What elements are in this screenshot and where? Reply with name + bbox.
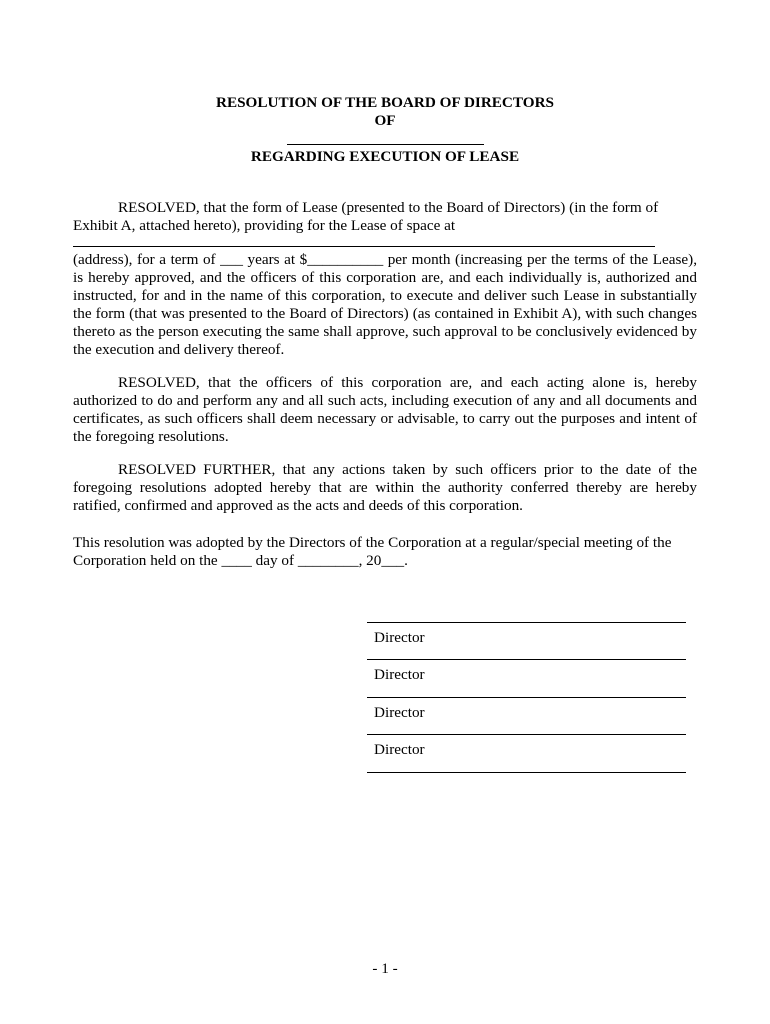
page-number: - 1 - <box>372 960 398 977</box>
paragraph-text: RESOLVED, that the form of Lease (presented to the Board of Directors) (in the form of Exhibit A, attached hereto), providing for the Lease of space at <box>73 199 659 234</box>
signature-row <box>367 623 686 659</box>
paragraph-text: RESOLVED FURTHER, that any actions taken by such officers prior to the date of the foregoing resolutions adopted hereby that are within the authority conferred thereby are hereby ratified, confirmed and approved as the acts and deeds of this corporation. <box>73 461 697 514</box>
paragraph-resolved-further <box>73 461 697 515</box>
company-name-blank <box>287 144 484 145</box>
signature-block <box>367 603 686 773</box>
signature-line <box>367 772 686 773</box>
director-label: Director <box>374 703 425 721</box>
paragraph-resolved-lease-terms: (address), for a term of ___ years at $__________ per month (increasing per the terms of the Lease), is hereby approved, and the officers of this corporation are, and each individually is, authorized and instructed, for and in the name of this corporation, to execute and deliver such Lease in substantially the form (that was presented to the Board of Directors) (as contained in Exhibit A), with such changes thereto as the person executing the same shall approve, such approval to be conclusively evidenced by the execution and delivery thereof. <box>73 251 697 358</box>
paragraph-text: RESOLVED, that the officers of this corporation are, and each acting alone is, hereby authorized to do and perform any and all such acts, including execution of any and all documents and certificates, as such officers shall deem necessary or advisable, to carry out the purposes and intent of the foregoing resolutions. <box>73 374 697 445</box>
paragraph-adoption: This resolution was adopted by the Directors of the Corporation at a regular/special meeting of the Corporation held on the ____ day of ________, 20___. <box>73 534 672 569</box>
director-label: Director <box>374 629 425 646</box>
title-resolution: RESOLUTION OF THE BOARD OF DIRECTORS <box>216 94 554 111</box>
signature-row <box>367 735 686 771</box>
director-label: Director <box>374 741 425 759</box>
title-regarding-lease: REGARDING EXECUTION OF LEASE <box>250 148 520 165</box>
paragraph-resolved-lease-form <box>73 199 697 235</box>
paragraph-resolved-officers <box>73 374 697 446</box>
signature-row <box>367 698 686 734</box>
director-label: Director <box>374 666 425 684</box>
signature-row <box>367 660 686 696</box>
address-blank-line <box>73 246 655 247</box>
title-of: OF <box>374 112 396 129</box>
